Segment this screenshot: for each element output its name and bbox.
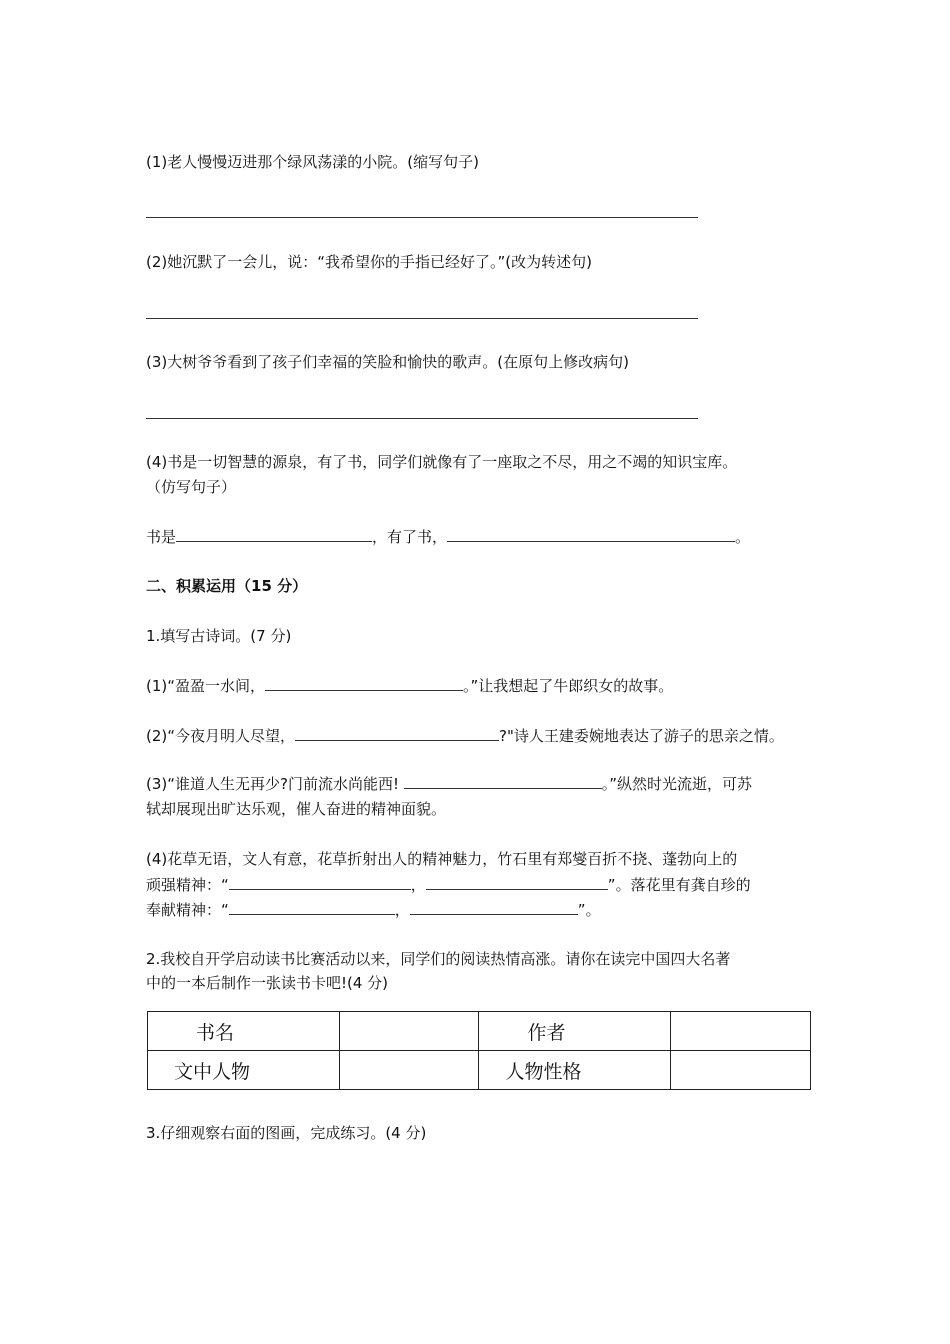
poem-text: ”。落花里有龚自珍的 (607, 876, 751, 894)
fill-prefix: 书是 (146, 528, 177, 546)
question-4-line1: (4)书是一切智慧的源泉，有了书，同学们就像有了一座取之不尽，用之不竭的知识宝库。 (146, 453, 738, 471)
character-cell[interactable] (339, 1051, 479, 1090)
blank-field[interactable] (176, 524, 372, 542)
question-3: (3)大树爷爷看到了孩子们幸福的笑脸和愉快的歌声。(在原句上修改病句) (146, 353, 629, 371)
blank-field[interactable] (404, 771, 602, 789)
book-name-label: 书名 (148, 1012, 340, 1051)
poem-text: ”。 (577, 901, 601, 919)
personality-label: 人物性格 (479, 1051, 671, 1090)
section-heading: 二、积累运用（15 分） (146, 577, 308, 595)
blank-field[interactable] (229, 872, 411, 890)
poem-text: ， (410, 876, 426, 894)
author-label: 作者 (479, 1012, 671, 1051)
answer-line-3[interactable] (146, 418, 698, 419)
item2-line1: 2.我校自开学启动读书比赛活动以来，同学们的阅读热情高涨。请你在读完中国四大名著 (146, 950, 731, 968)
poem-line-3-cont: 轼却展现出旷达乐观，催人奋进的精神面貌。 (146, 800, 447, 818)
poem-line-3 (146, 771, 752, 797)
poem-line-2 (146, 723, 784, 749)
poem-text: ， (394, 901, 410, 919)
fill-end: 。 (735, 528, 751, 546)
blank-field[interactable] (295, 723, 499, 741)
poem-text: 。”纵然时光流逝，可苏 (601, 775, 753, 793)
item3-title: 3.仔细观察右面的图画，完成练习。(4 分) (146, 1124, 427, 1142)
blank-field[interactable] (447, 524, 735, 542)
blank-field[interactable] (265, 673, 463, 691)
character-label: 文中人物 (148, 1051, 340, 1090)
question-1: (1)老人慢慢迈进那个绿风荡漾的小院。(缩写句子) (146, 153, 479, 171)
question-2: (2)她沉默了一会儿，说：“我希望你的手指已经好了。”(改为转述句) (146, 253, 592, 271)
poem-text: ?"诗人王建委婉地表达了游子的思亲之情。 (499, 727, 784, 745)
poem-line-1 (146, 673, 673, 699)
imitation-sentence (146, 524, 750, 550)
table-row (148, 1012, 811, 1051)
book-name-cell[interactable] (339, 1012, 479, 1051)
poem-text: 。”让我想起了牛郎织女的故事。 (463, 677, 674, 695)
poem-line-4b (146, 872, 751, 898)
fill-middle: ，有了书， (372, 528, 448, 546)
poem-text: 顽强精神：“ (146, 876, 229, 894)
poem-text: (3)“谁道人生无再少?门前流水尚能西! (146, 775, 404, 793)
author-cell[interactable] (671, 1012, 811, 1051)
question-4-line2: （仿写句子） (146, 478, 237, 496)
poem-text: (2)“今夜月明人尽望， (146, 727, 296, 745)
answer-line-2[interactable] (146, 318, 698, 319)
blank-field[interactable] (426, 872, 608, 890)
blank-field[interactable] (229, 897, 395, 915)
personality-cell[interactable] (671, 1051, 811, 1090)
poem-line-4c (146, 897, 601, 923)
poem-line-4: (4)花草无语，文人有意，花草折射出人的精神魅力，竹石里有郑燮百折不挠、蓬勃向上的 (146, 850, 738, 868)
blank-field[interactable] (410, 897, 578, 915)
table-row (148, 1051, 811, 1090)
poem-text: 奉献精神：“ (146, 901, 229, 919)
item2-line2: 中的一本后制作一张读书卡吧!(4 分) (146, 974, 389, 992)
reading-card-table (147, 1011, 811, 1090)
answer-line-1[interactable] (146, 217, 698, 218)
poem-text: (1)“盈盈一水间， (146, 677, 266, 695)
item1-title: 1.填写古诗词。(7 分) (146, 627, 292, 645)
